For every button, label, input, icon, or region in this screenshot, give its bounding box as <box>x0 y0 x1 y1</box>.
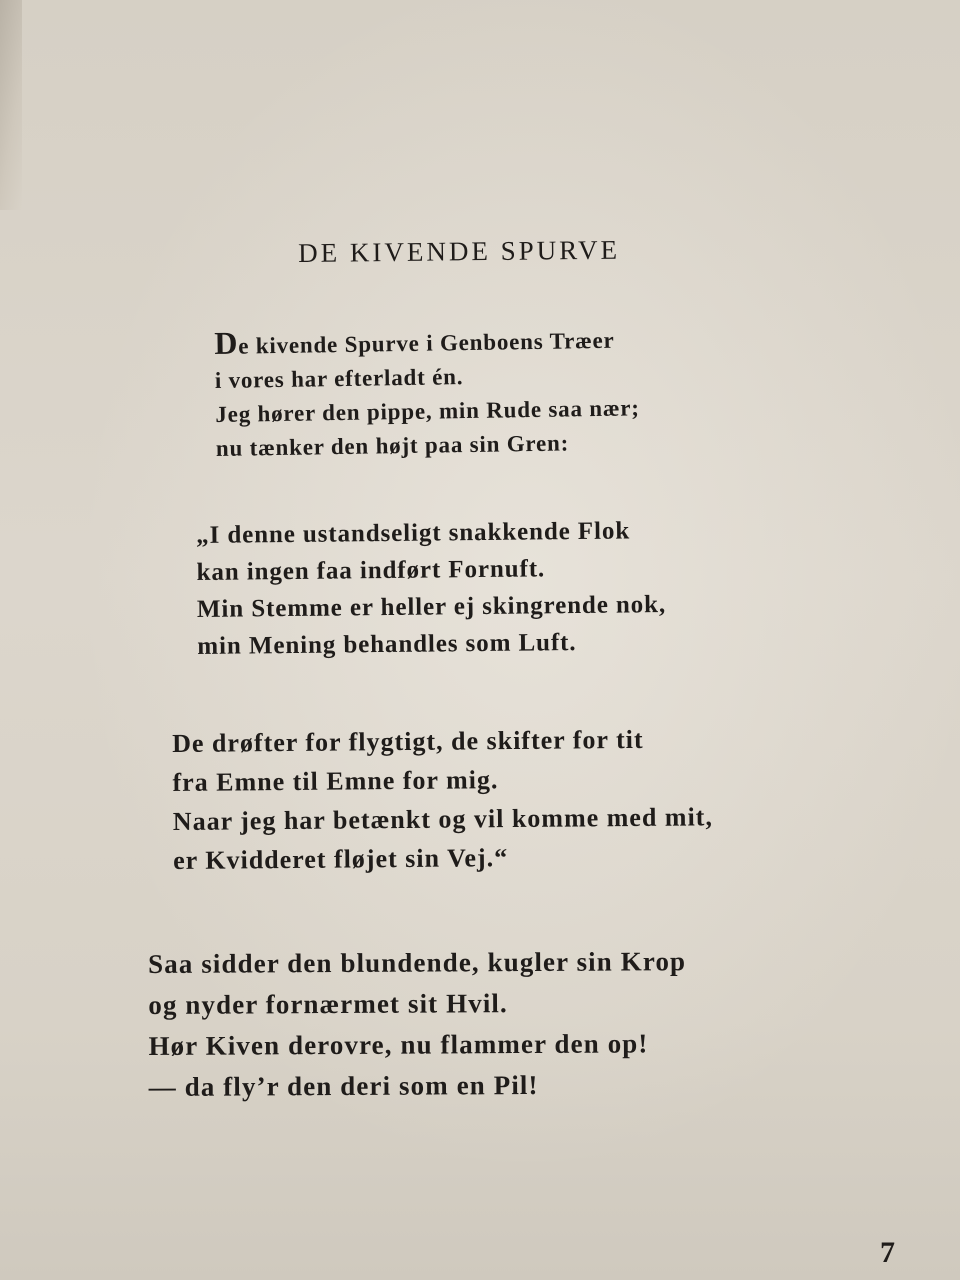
verse-line: Jeg hører den pippe, min Rude saa nær; <box>215 395 640 427</box>
verse-line: De kivende Spurve i Genboens Træer <box>213 324 615 361</box>
stanza-2 <box>196 512 667 665</box>
page-number: 7 <box>880 1236 895 1269</box>
verse-line: min Mening behandles som Luft. <box>197 629 577 660</box>
verse-line: Saa sidder den blundende, kugler sin Krop <box>148 946 687 979</box>
verse-line: Hør Kiven derovre, nu flammer den op! <box>148 1028 649 1061</box>
verse-line: Min Stemme er heller ej skingrende nok, <box>196 591 667 623</box>
verse-line: kan ingen faa indført Fornuft. <box>196 555 546 586</box>
poem-title: DE KIVENDE SPURVE <box>298 234 621 268</box>
verse-line: „I denne ustandseligt snakkende Flok <box>196 517 631 549</box>
verse-line: og nyder fornærmet sit Hvil. <box>148 988 508 1020</box>
verse-line: De drøfter for flygtigt, de skifter for tit <box>172 724 644 758</box>
verse-line: i vores har efterladt én. <box>214 364 464 393</box>
stanza-1 <box>214 319 641 466</box>
verse-line: Naar jeg har betænkt og vil komme med mit, <box>172 802 714 836</box>
verse-line: — da fly’r den deri som en Pil! <box>148 1069 539 1102</box>
stanza-3 <box>172 719 713 880</box>
verse-line: er Kvidderet fløjet sin Vej.“ <box>173 843 509 875</box>
stanza-4 <box>148 941 687 1108</box>
verse-line: nu tænker den højt paa sin Gren: <box>215 430 570 461</box>
verse-line: fra Emne til Emne for mig. <box>172 765 499 797</box>
